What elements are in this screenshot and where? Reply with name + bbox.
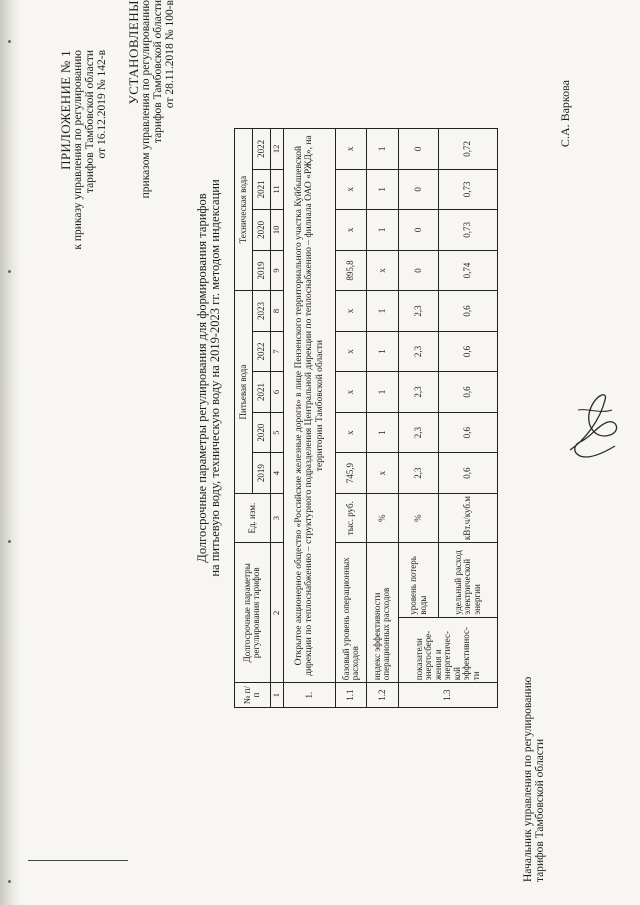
table-row [398,129,439,708]
scan-hole-marks [6,20,14,890]
param-name: удельный расход электрической энергии [439,543,498,617]
value-cell: х [335,412,366,453]
organization-row [283,129,335,708]
document-title-line-1: Долгосрочные параметры регулирования для формирования тарифов [195,193,209,563]
param-name: базовый уровень операционных расходов [335,543,366,683]
header-parameters: Долгосрочные параметры регулирования тарифов [235,543,271,683]
signer-name: С.А. Варкова [558,80,572,148]
year-cell: 2021 [252,169,270,210]
col-number: 2 [270,543,283,683]
value-cell: 1 [367,291,398,332]
value-cell: 0,6 [439,291,498,332]
param-name: уровень потерь воды [398,543,439,617]
row-number: 1.2 [367,683,398,708]
year-cell: 2021 [252,372,270,413]
approved-block [128,0,176,284]
approved-line-3: от 28.11.2018 № 100-в [164,0,176,109]
value-cell: 0 [398,210,439,251]
appendix-line-2: тарифов Тамбовской области [84,50,96,194]
table-row [367,129,398,708]
appendix-line-1: к приказу управления по регулированию [72,50,84,250]
value-cell: 745,9 [335,453,366,494]
value-cell: 2,3 [398,453,439,494]
param-name: индекс эффективности операционных расходов [367,543,398,683]
value-cell: х [335,210,366,251]
col-number: 5 [270,412,283,453]
param-unit: тыс. руб. [335,493,366,543]
value-cell: 1 [367,129,398,170]
col-number: 7 [270,331,283,372]
value-cell: 1 [367,412,398,453]
col-number: 12 [270,129,283,170]
value-cell: 2,3 [398,291,439,332]
parameters-table-wrap [234,128,498,708]
value-cell: 1 [367,372,398,413]
table-row [335,129,366,708]
param-unit: % [398,493,439,543]
organization-name: Открытое акционерное общество «Российские железные дороги» в лице Пензенского территориального участка Куйбышевской дирекции по теплоснабжению – структурного подразделения Центральной дирекции по теплоснабжению – филиала ОАО «РЖД», на территории Тамбовской области [283,129,335,683]
value-cell: 1 [367,210,398,251]
signer-position [522,602,546,882]
row-number: 1.3 [398,683,497,708]
value-cell: 0,72 [439,129,498,170]
col-number: 8 [270,291,283,332]
row-number: 1.1 [335,683,366,708]
organization-number: 1. [283,683,335,708]
value-cell: х [335,372,366,413]
value-cell: х [335,331,366,372]
document-title-line-2: на питьевую воду, техническую воду на 2019-2023 гг. методом индексации [208,179,222,577]
approved-title: УСТАНОВЛЕНЫ [126,0,141,105]
value-cell: х [335,291,366,332]
value-cell: 2,3 [398,331,439,372]
signer-position-line-2: тарифов Тамбовской области [534,738,546,882]
approved-line-1: приказом управления по регулированию [140,0,152,199]
header-drinking-water: Питьевая вода [235,291,253,494]
value-cell: 895,8 [335,250,366,291]
appendix-line-3: от 16.12.2019 № 142-в [96,50,108,159]
col-number: 6 [270,372,283,413]
header-number: № п/п [235,683,271,708]
param-unit: % [367,493,398,543]
handwritten-signature [560,380,630,470]
value-cell: 0 [398,169,439,210]
value-cell: х [367,453,398,494]
header-technical-water: Техническая вода [235,129,253,291]
year-cell: 2019 [252,453,270,494]
col-number: 10 [270,210,283,251]
value-cell: 0,6 [439,453,498,494]
value-cell: х [335,169,366,210]
year-cell: 2020 [252,412,270,453]
value-cell: 1 [367,169,398,210]
year-cell: 2023 [252,291,270,332]
year-cell: 2019 [252,250,270,291]
value-cell: 0,6 [439,372,498,413]
col-number: 4 [270,453,283,494]
value-cell: 0,74 [439,250,498,291]
column-number-row [270,129,283,708]
year-cell: 2022 [252,129,270,170]
appendix-title: ПРИЛОЖЕНИЕ № 1 [58,50,73,170]
value-cell: 0 [398,129,439,170]
value-cell: 0,6 [439,331,498,372]
year-cell: 2020 [252,210,270,251]
param-unit: кВт.ч/куб.м [439,493,498,543]
value-cell: 0,6 [439,412,498,453]
value-cell: 2,3 [398,372,439,413]
value-cell: 2,3 [398,412,439,453]
approved-line-2: тарифов Тамбовской области [152,0,164,144]
year-cell: 2022 [252,331,270,372]
value-cell: 0 [398,250,439,291]
value-cell: 0,73 [439,169,498,210]
header-unit: Ед. изм. [235,493,271,543]
scan-line [28,860,128,861]
table-header-row [235,129,253,708]
signer-position-line-1: Начальник управления по регулированию [522,676,534,882]
col-number: 1 [270,683,283,708]
param-group: показатели энергосбере-жения и энергетичес-кой эффективнос-ти [398,617,497,683]
appendix-block [60,50,108,275]
value-cell: 0,73 [439,210,498,251]
value-cell: х [367,250,398,291]
col-number: 11 [270,169,283,210]
value-cell: 1 [367,331,398,372]
col-number: 3 [270,493,283,543]
parameters-table [234,128,498,708]
value-cell: х [335,129,366,170]
document-title [196,98,222,658]
col-number: 9 [270,250,283,291]
